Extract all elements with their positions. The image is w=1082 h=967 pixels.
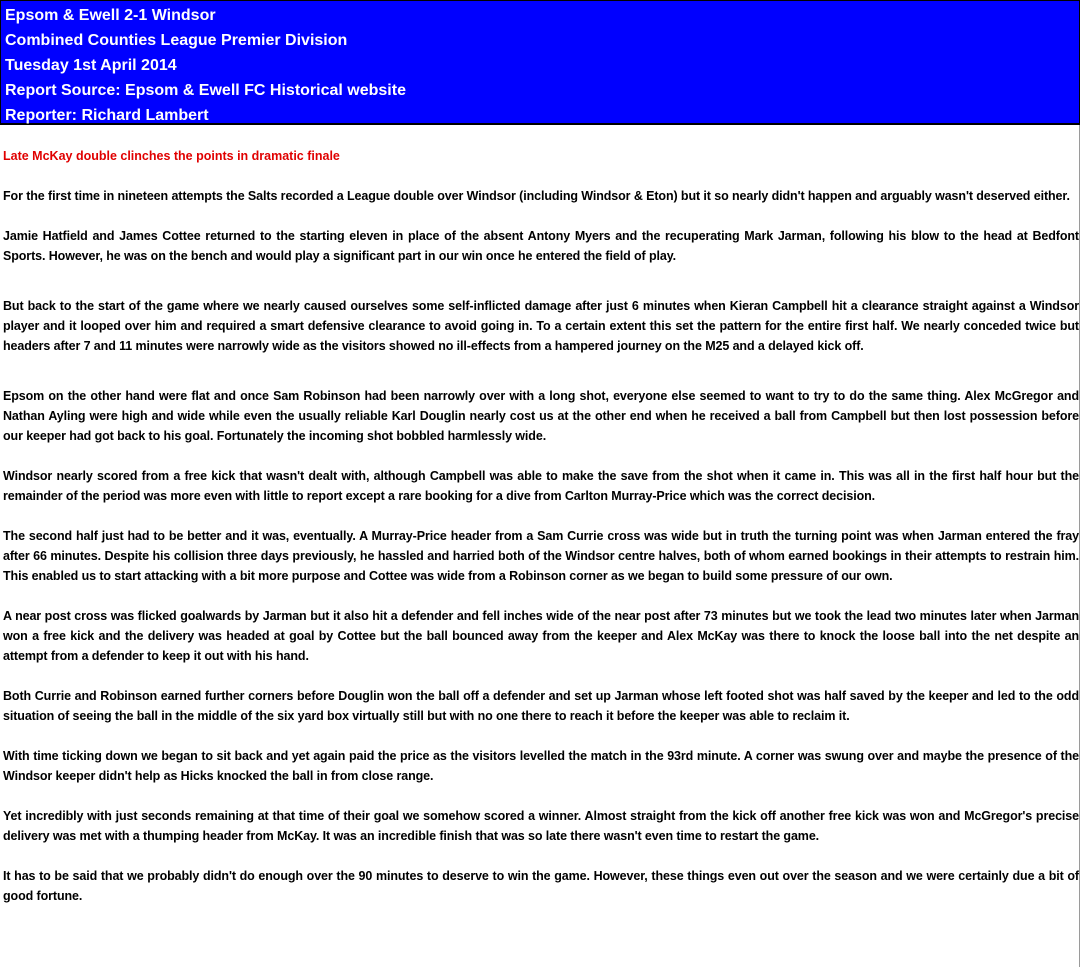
report-paragraph: Windsor nearly scored from a free kick that wasn't dealt with, although Campbell was able to make the save from the shot when it came in. This was all in the first half hour but the remainder of the period was more even with little to report except a rare booking for a dive from Carlton Murray-Price which was the correct decision. [3, 469, 1079, 503]
report-paragraph: A near post cross was flicked goalwards by Jarman but it also hit a defender and fell inches wide of the near post after 73 minutes but we took the lead two minutes later when Jarman won a free kick and the delivery was headed at goal by Cottee but the ball bounced away from the keeper and Alex McKay was there to knock the loose ball into the net despite an attempt from a defender to keep it out with his hand. [3, 609, 1079, 663]
match-header [0, 0, 1080, 125]
report-paragraph: It has to be said that we probably didn't do enough over the 90 minutes to deserve to win the game. However, these things even out over the season and we were certainly due a bit of good fortune. [3, 869, 1079, 903]
match-date: Tuesday 1st April 2014 [5, 57, 177, 74]
report-paragraph: Jamie Hatfield and James Cottee returned to the starting eleven in place of the absent Antony Myers and the recuperating Mark Jarman, following his blow to the head at Bedfont Sports. However, he was on the bench and would play a significant part in our win once he entered the field of play. [3, 229, 1079, 263]
match-title: Epsom & Ewell 2-1 Windsor [5, 7, 216, 24]
report-source: Report Source: Epsom & Ewell FC Historical website [5, 82, 406, 99]
report-paragraph: Yet incredibly with just seconds remaining at that time of their goal we somehow scored a winner. Almost straight from the kick off another free kick was won and McGregor's precise delivery was met with a thumping header from McKay. It was an incredible finish that was so late there wasn't even time to restart the game. [3, 809, 1079, 843]
report-paragraph: For the first time in nineteen attempts the Salts recorded a League double over Windsor (including Windsor & Eton) but it so nearly didn't happen and arguably wasn't deserved either. [3, 189, 1070, 203]
competition: Combined Counties League Premier Division [5, 32, 348, 49]
report-paragraph: But back to the start of the game where we nearly caused ourselves some self-inflicted damage after just 6 minutes when Kieran Campbell hit a clearance straight against a Windsor player and it looped over him and required a smart defensive clearance to avoid going in. To a certain extent this set the pattern for the entire first half. We nearly conceded twice but headers after 7 and 11 minutes were narrowly wide as the visitors showed no ill-effects from a hampered journey on the M25 and a delayed kick off. [3, 299, 1079, 353]
report-headline: Late McKay double clinches the points in dramatic finale [3, 149, 340, 163]
report-body [3, 146, 1079, 906]
reporter: Reporter: Richard Lambert [5, 107, 209, 124]
report-paragraph: With time ticking down we began to sit back and yet again paid the price as the visitors levelled the match in the 93rd minute. A corner was swung over and maybe the presence of the Windsor keeper didn't help as Hicks knocked the ball in from close range. [3, 749, 1079, 783]
report-paragraph: Both Currie and Robinson earned further corners before Douglin won the ball off a defender and set up Jarman whose left footed shot was half saved by the keeper and led to the odd situation of seeing the ball in the middle of the six yard box virtually still but with no one there to reach it before the keeper was able to reclaim it. [3, 689, 1079, 723]
page-border [1079, 125, 1080, 967]
report-paragraph: Epsom on the other hand were flat and once Sam Robinson had been narrowly over with a long shot, everyone else seemed to want to try to do the same thing. Alex McGregor and Nathan Ayling were high and wide while even the usually reliable Karl Douglin nearly cost us at the other end when he received a ball from Campbell but then lost possession before our keeper had got back to his goal. Fortunately the incoming shot bobbled harmlessly wide. [3, 389, 1079, 443]
report-paragraph: The second half just had to be better and it was, eventually. A Murray-Price header from a Sam Currie cross was wide but in truth the turning point was when Jarman entered the fray after 66 minutes. Despite his collision three days previously, he hassled and harried both of the Windsor centre halves, both of whom earned bookings in their attempts to restrain him. This enabled us to start attacking with a bit more purpose and Cottee was wide from a Robinson corner as we began to build some pressure of our own. [3, 529, 1079, 583]
